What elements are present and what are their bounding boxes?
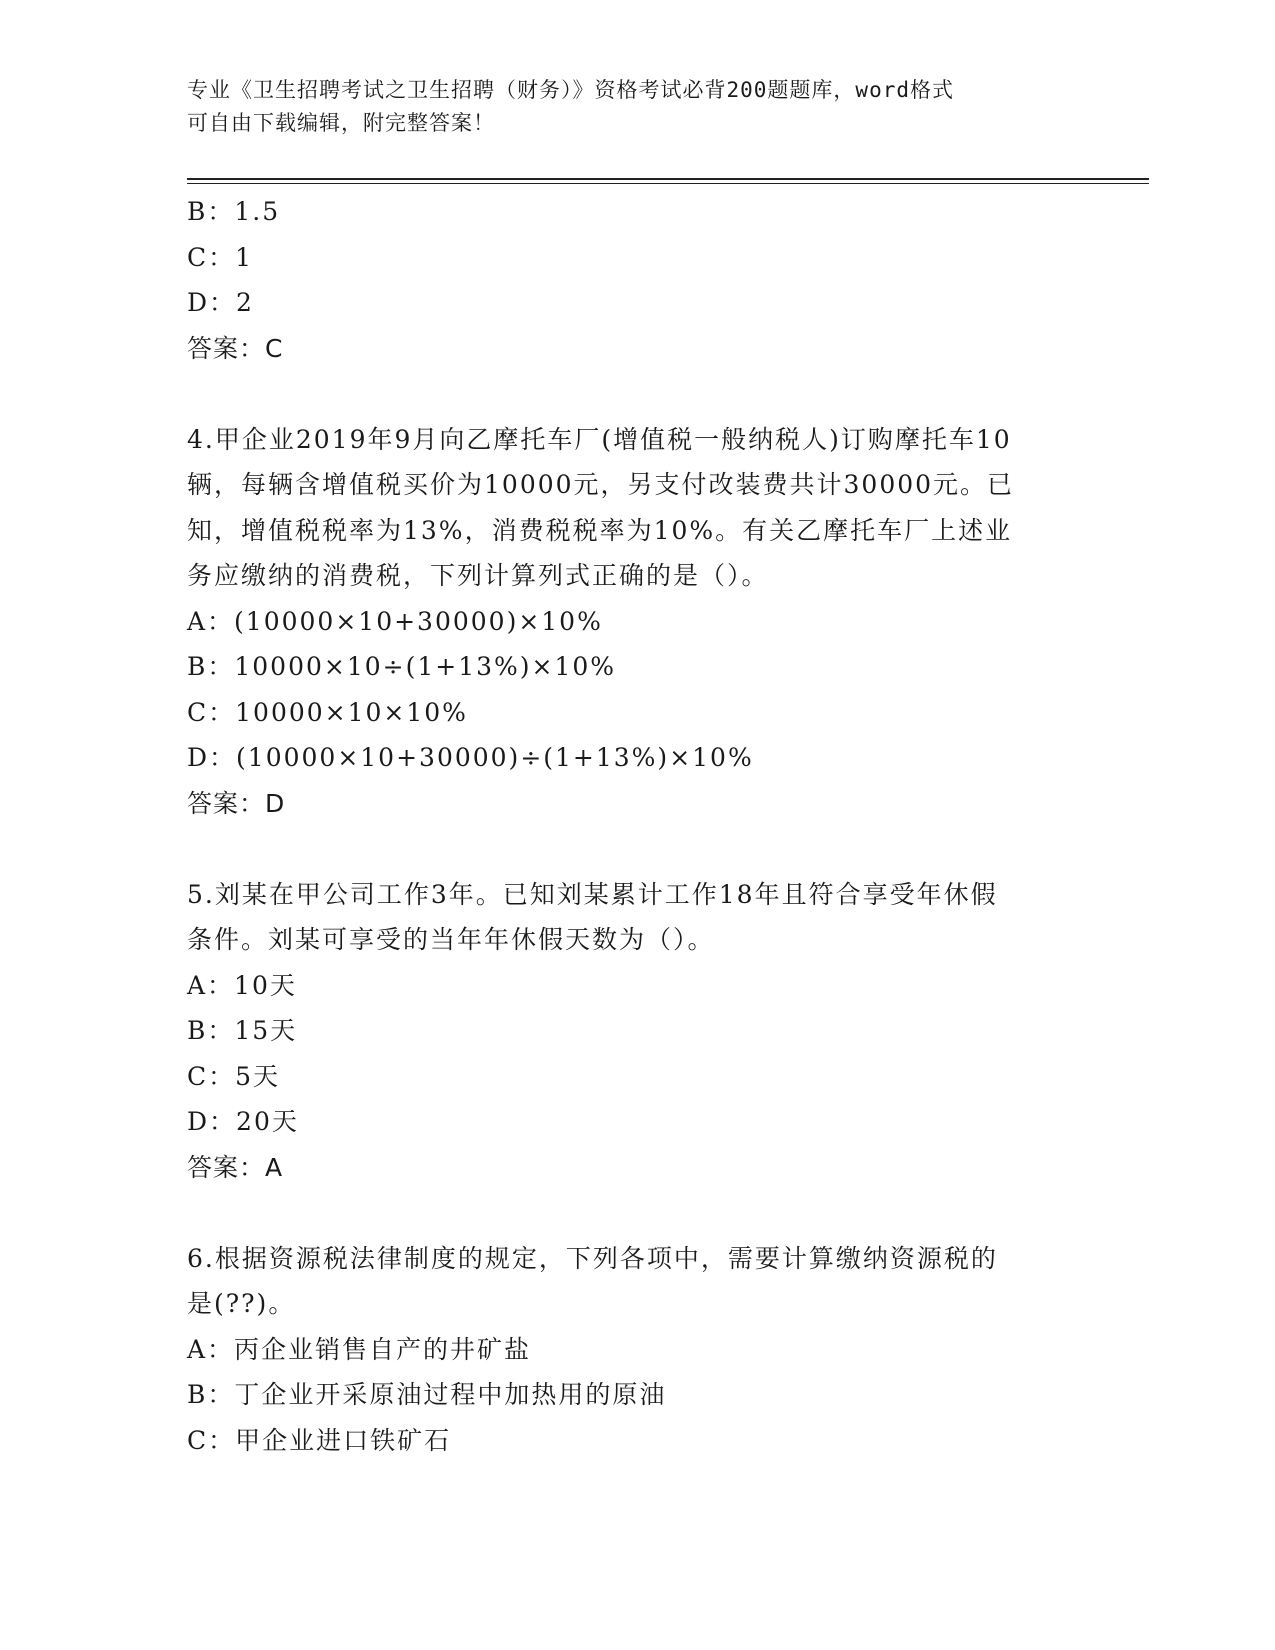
question-4 [187,417,1087,827]
question-5 [187,872,1087,1191]
option-b: B：15天 [187,1016,298,1045]
header-line-2: 可自由下载编辑，附完整答案！ [187,111,495,135]
option-c: C：5天 [187,1061,281,1091]
option-c: C：10000×10×10% [187,697,468,727]
option-a: A：10天 [187,970,297,1000]
question-3-tail [187,189,1087,371]
option-b: B：10000×10÷(1+13%)×10% [187,652,617,681]
question-6 [187,1236,1087,1464]
option-d: D：20天 [187,1107,299,1136]
header-divider [187,178,1149,180]
question-stem: 知，增值税税率为13%，消费税税率为10%。有关乙摩托车厂上述业 [187,515,1013,545]
option-c: C：1 [187,242,254,272]
option-c: C：甲企业进口铁矿石 [187,1425,452,1455]
spacer [187,826,1087,872]
header-line-1: 专业《卫生招聘考试之卫生招聘（财务）》资格考试必背200题题库，word格式 [187,78,954,102]
question-stem: 4.甲企业2019年9月向乙摩托车厂(增值税一般纳税人)订购摩托车10 [187,424,1012,454]
question-stem: 6.根据资源税法律制度的规定，下列各项中，需要计算缴纳资源税的 [187,1243,998,1273]
page-header [187,74,1087,140]
question-stem: 务应缴纳的消费税，下列计算列式正确的是（）。 [187,561,769,590]
spacer [187,371,1087,417]
question-stem: 辆，每辆含增值税买价为10000元，另支付改装费共计30000元。已 [187,470,1015,499]
option-a: A：(10000×10+30000)×10% [187,606,603,636]
option-d: D：(10000×10+30000)÷(1+13%)×10% [187,743,754,772]
header-divider-thin [187,183,1149,184]
option-d: D：2 [187,288,254,317]
spacer [187,1190,1087,1236]
answer: 答案：D [187,788,286,818]
option-b: B：丁企业开采原油过程中加热用的原油 [187,1380,667,1409]
question-stem: 是(??)。 [187,1289,296,1318]
option-b: B：1.5 [187,197,281,226]
question-stem: 5.刘某在甲公司工作3年。已知刘某累计工作18年且符合享受年休假 [187,879,998,909]
document-body [187,189,1087,1463]
question-stem: 条件。刘某可享受的当年年休假天数为（）。 [187,925,715,954]
option-a: A：丙企业销售自产的井矿盐 [187,1334,532,1364]
answer: 答案：C [187,333,284,363]
answer: 答案：A [187,1152,284,1182]
